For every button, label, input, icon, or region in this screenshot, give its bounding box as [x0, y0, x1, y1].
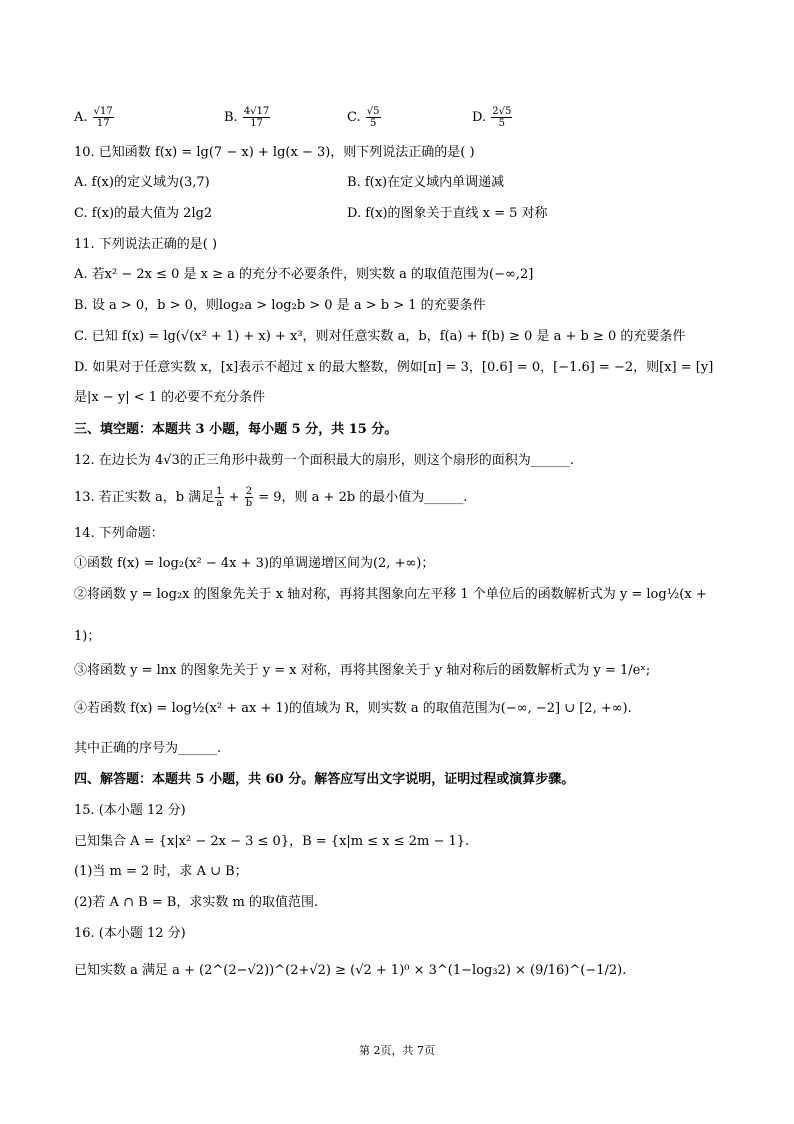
numerator: √5 [366, 106, 380, 117]
q10-option-c: C. f(x)的最大值为 2lg2 [74, 206, 213, 221]
q14-stem: 14. 下列命题： [74, 526, 164, 541]
denominator: a [216, 498, 223, 509]
q15-heading: 15. (本小题 12 分) [74, 803, 186, 818]
q11-option-d-cont: 是|x − y| < 1 的必要不充分条件 [74, 390, 266, 405]
numerator: 2 [245, 486, 253, 497]
numerator: √17 [93, 106, 113, 117]
denominator: 5 [498, 118, 505, 129]
q10-option-a: A. f(x)的定义域为(3,7) [74, 175, 210, 190]
denominator: b [245, 498, 253, 509]
section-3-heading: 三、填空题：本题共 3 小题，每小题 5 分，共 15 分。 [74, 422, 398, 437]
q15-line-1: 已知集合 A = {x|x² − 2x − 3 ≤ 0}，B = {x|m ≤ x ≤ 2m − 1}. [74, 834, 470, 849]
fraction [243, 106, 270, 129]
denominator: 5 [369, 118, 377, 129]
numerator: 2√5 [492, 106, 512, 117]
q9-option-a [74, 106, 115, 129]
fraction [93, 106, 114, 129]
page-footer: 第 2页，共 7页 [359, 1044, 435, 1057]
denominator: 17 [250, 118, 263, 129]
q9-option-d [472, 106, 513, 129]
q15-line-2: (1)当 m = 2 时，求 A ∪ B； [74, 864, 248, 879]
q14-prop-3: ③将函数 y = lnx 的图象先关于 y = x 对称，再将其图象关于 y 轴对称后的函数解析式为 y = 1/eˣ; [74, 663, 651, 678]
q11-option-b: B. 设 a > 0，b > 0，则log₂a > log₂b > 0 是 a > b > 1 的充要条件 [74, 298, 486, 313]
q9-option-label: B. [224, 110, 238, 125]
q9-option-label: C. [347, 110, 361, 125]
fraction [215, 486, 223, 509]
section-4-heading: 四、解答题：本题共 5 小题，共 60 分。解答应写出文字说明，证明过程或演算步骤。 [74, 772, 575, 787]
numerator: 4√17 [243, 106, 270, 117]
q14-prop-4: ④若函数 f(x) = log½(x² + ax + 1)的值域为 R，则实数 a 的取值范围为(−∞, −2] ∪ [2, +∞). [74, 701, 632, 716]
q16-line-1: 已知实数 a 满足 a + (2^(2−√2))^(2+√2) ≥ (√2 + 1)⁰ × 3^(1−log₃2) × (9/16)^(−1/2). [74, 963, 627, 978]
q11-stem: 11. 下列说法正确的是( ) [74, 237, 218, 252]
q13-text-pre: 13. 若正实数 a，b 满足 [74, 490, 215, 505]
q14-answer: 其中正确的序号为______. [74, 741, 222, 756]
numerator: 1 [216, 486, 223, 497]
q9-option-label: A. [74, 110, 88, 125]
q11-option-d: D. 如果对于任意实数 x，[x]表示不超过 x 的最大整数，例如[π] = 3，[0.6] = 0，[−1.6] = −2，则[x] = [y] [74, 360, 714, 375]
fraction [491, 106, 512, 129]
fraction [366, 106, 381, 129]
q12: 12. 在边长为 4√3的正三角形中裁剪一个面积最大的扇形，则这个扇形的面积为______. [74, 453, 574, 468]
q9-option-b [224, 106, 271, 129]
fraction [245, 486, 253, 509]
q10-option-d: D. f(x)的图象关于直线 x = 5 对称 [347, 206, 548, 221]
q15-line-3: (2)若 A ∩ B = B，求实数 m 的取值范围. [74, 895, 319, 910]
q14-prop-2-cont: 1)； [74, 629, 101, 644]
q11-option-c: C. 已知 f(x) = lg(√(x² + 1) + x) + x³，则对任意实数 a，b，f(a) + f(b) ≥ 0 是 a + b ≥ 0 的充要条件 [74, 329, 686, 344]
q14-prop-2: ②将函数 y = log₂x 的图象先关于 x 轴对称，再将其图象向左平移 1 个单位后的函数解析式为 y = log½(x + [74, 587, 707, 602]
q10-option-b: B. f(x)在定义域内单调递减 [347, 175, 505, 190]
q13-text-post: = 9，则 a + 2b 的最小值为______. [254, 490, 468, 505]
plus-sign: + [224, 490, 244, 505]
q10-stem: 10. 已知函数 f(x) = lg(7 − x) + lg(x − 3)，则下列说法正确的是( ) [74, 145, 475, 160]
q9-option-c [347, 106, 382, 129]
q11-option-a: A. 若x² − 2x ≤ 0 是 x ≥ a 的充分不必要条件，则实数 a 的取值范围为(−∞,2] [74, 267, 534, 282]
q9-option-label: D. [472, 110, 487, 125]
q13 [74, 486, 467, 509]
q14-prop-1: ①函数 f(x) = log₂(x² − 4x + 3)的单调递增区间为(2, +∞)； [74, 556, 435, 571]
denominator: 17 [96, 118, 110, 129]
q16-heading: 16. (本小题 12 分) [74, 926, 186, 941]
